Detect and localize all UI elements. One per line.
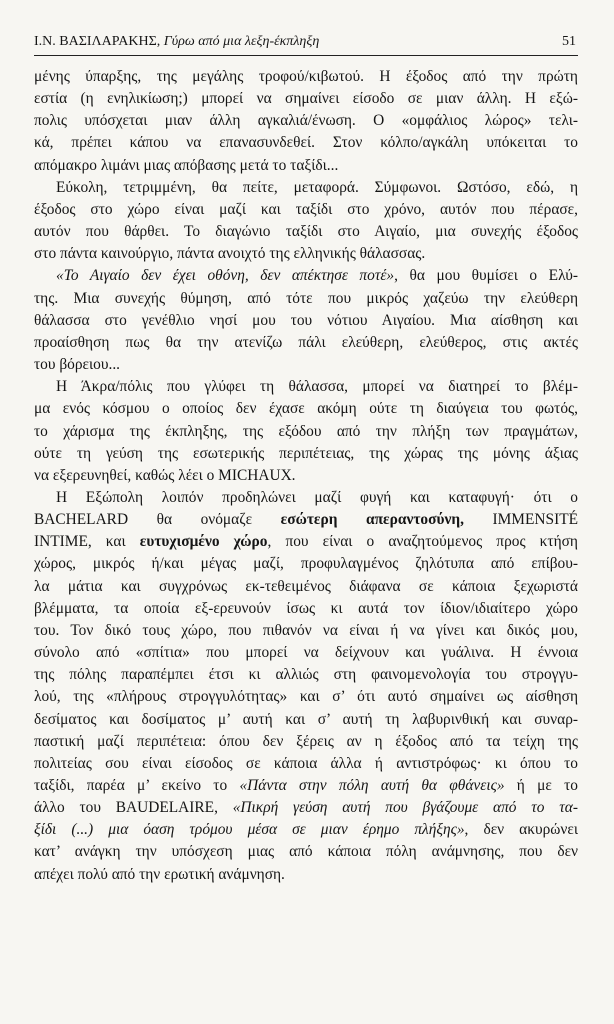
text-segment: παστική μαζί περιπέτεια: όπου δεν ξέρεις αν η έξοδος από τα τείχη της [34, 732, 578, 750]
text-line [34, 864, 578, 886]
paragraph [34, 376, 578, 487]
text-line [34, 155, 578, 177]
text-segment: της πόλης παραπέμπει έτσι κι αλλιώς στη φαινομενολογία του στρογγυ- [34, 666, 578, 684]
text-segment: ταξίδι, παρέα μ’ εκείνο το [34, 777, 240, 794]
page-number: 51 [562, 34, 576, 49]
text-segment: ούτε τη γεύση της εσωτερικής περιπέτειας, της χώρας της μόνης άξιας [34, 444, 578, 462]
text-line [34, 509, 578, 531]
text-segment: Εύκολη, τετριμμένη, θα πείτε, μεταφορά. Σύμφωνοι. Ωστόσο, εδώ, η [56, 178, 578, 196]
paragraph [34, 177, 578, 266]
text-segment: στο πάντα καινούργιο, πάντα ανοιχτό της ελληνικής θάλασσας. [34, 245, 426, 263]
text-line [34, 753, 578, 775]
text-segment: αυτόν που θάρθει. Το διαγώνιο ταξίδι στο Αιγαίο, μια συνεχής έξοδος [34, 223, 578, 241]
text-line [34, 487, 578, 509]
text-segment: το χάρισμα της έκπληξης, της εξόδου από την πλήξη των πραγμάτων, [34, 422, 578, 440]
text-segment: να εξερευνηθεί, καθώς λέει ο MICHAUX. [34, 466, 296, 484]
text-segment: λα μάτια και συγχρόνως εκ-τεθειμένος διάφανα σε κάποια ξεχωριστά [34, 577, 578, 595]
text-line [34, 664, 578, 686]
text-line [34, 332, 578, 354]
text-segment: δεσίματος και δοσίματος μ’ αυτή και σ’ αυτή τη λαβυρινθική και συναρ- [34, 710, 578, 728]
bold-text: ευτυχισμένο χώρο [139, 533, 268, 551]
text-line [34, 775, 578, 797]
text-line [34, 731, 578, 753]
paragraph [34, 487, 578, 886]
text-line [34, 841, 578, 863]
text-line [34, 576, 578, 598]
text-segment: Η Εξώπολη λοιπόν προδηλώνει μαζί φυγή και καταφυγή· ότι ο [56, 488, 578, 506]
paragraph [34, 66, 578, 177]
text-segment: προαίσθηση πως θα την ατενίζω πάλι ελεύθερη, ελεύθερος, στις ακτές [34, 333, 578, 351]
paragraph [34, 265, 578, 376]
text-line [34, 686, 578, 708]
text-line [34, 110, 578, 132]
text-line [34, 265, 578, 287]
text-segment: IMMENSITÉ [463, 511, 578, 529]
text-segment: Η Άκρα/πόλις που γλύφει τη θάλασσα, μπορεί να διατηρεί το βλέμ- [56, 378, 578, 396]
text-line [34, 620, 578, 642]
text-segment: λού, της «πλήρους στρογγυλότητας» και σ’ ότι αυτό σημαίνει ως αίσθηση [34, 688, 578, 706]
text-line [34, 819, 578, 841]
text-segment: σύνολο από «σπίτια» που μπορεί να δείχνουν και γυάλινα. Η έννοια [34, 644, 578, 662]
text-segment: BACHELARD θα ονόμαζε [34, 511, 281, 529]
italic-text: «Το Αιγαίο δεν έχει οθόνη, δεν απέκτησε ποτέ» [56, 267, 395, 285]
text-line [34, 177, 578, 199]
text-segment: , που είναι ο αναζητούμενος προς κτήση [267, 533, 578, 551]
text-segment: κατ’ ανάγκη την υπόσχεση μιας από κάποια πόλη ανάμνησης, που δεν [34, 843, 578, 861]
text-segment: απόμακρο λιμάνι μιας απόβασης μετά το ταξίδι... [34, 156, 339, 174]
text-line [34, 354, 578, 376]
text-segment: πολις υπόσχεται μιαν άλλη αγκαλιά/ένωση. Ο «ομφάλιος λώρος» τελι- [34, 112, 578, 130]
text-line [34, 199, 578, 221]
bold-text: εσώτερη απεραντοσύνη, [280, 511, 464, 529]
header-author: Ι.Ν. ΒΑΣΙΛΑΡΑΚΗΣ, [34, 34, 161, 49]
italic-text: «Πάντα στην πόλη αυτή θα φθάνεις» [239, 777, 505, 794]
text-line [34, 465, 578, 487]
header-title: Γύρω από μια λεξη-έκπληξη [163, 34, 320, 49]
text-line [34, 797, 578, 819]
text-segment: ή με το [504, 777, 578, 794]
text-line [34, 376, 578, 398]
text-line [34, 132, 578, 154]
text-line [34, 709, 578, 731]
italic-text: ξίδι (...) μια όαση τρόμου μέσα σε μιαν έρημο πλήξης» [34, 821, 465, 839]
text-line [34, 288, 578, 310]
text-line [34, 443, 578, 465]
text-segment: βλέμματα, τα οποία εξ-ερευνούν ίσως κι αυτά τον ίδιον/ιδιαίτερο χώρο [34, 599, 578, 617]
text-line [34, 421, 578, 443]
text-segment: πολιτείας σου είναι είσοδος σε κάποια άλλα ή αντιστρόφως· κι όπου το [34, 754, 578, 772]
text-segment: εστία (η ενηλικίωση;) μπορεί να σημαίνει είσοδο σε μιαν άλλη. Η εξώ- [34, 90, 578, 108]
text-segment: του βόρειου... [34, 356, 121, 374]
text-line [34, 221, 578, 243]
text-segment: θάλασσα στο γενέθλιο νησί μου του νότιου Αιγαίου. Μια αίσθηση και [34, 311, 578, 329]
text-line [34, 310, 578, 332]
text-segment: της. Μια συνεχής θύμηση, από τότε που μικρός χαζεύω την ελεύθερη [34, 289, 578, 307]
text-segment: απέχει πολύ από την ερωτική ανάμνηση. [34, 865, 285, 883]
italic-text: «Πικρή γεύση αυτή που βγάζουμε από το τα- [232, 799, 578, 817]
running-header [34, 33, 578, 56]
text-segment: μένης ύπαρξης, της μεγάλης τροφού/κιβωτού. Η έξοδος από την πρώτη [34, 68, 578, 85]
text-line [34, 642, 578, 664]
text-segment: μα ενός κόσμου ο οποίος δεν έχασε ακόμη ούτε τη διαύγεια του φωτός, [34, 400, 578, 418]
text-line [34, 553, 578, 575]
text-line [34, 598, 578, 620]
page-body [34, 66, 578, 886]
text-segment: INTIME, και [34, 533, 140, 551]
text-segment: , δεν ακυρώνει [464, 821, 578, 839]
text-segment: έξοδος στο χώρο είναι μαζί και ταξίδι στο χρόνο, αυτόν που πέρασε, [34, 200, 578, 218]
text-line [34, 531, 578, 553]
text-line [34, 88, 578, 110]
text-segment: , θα μου θυμίσει ο Ελύ- [394, 267, 578, 285]
text-line [34, 243, 578, 265]
text-segment: κά, πρέπει κάπου να επανασυνδεθεί. Στον κόλπο/αγκάλη υπόκειται το [34, 134, 578, 152]
text-segment: άλλο του BAUDELAIRE, [34, 799, 233, 817]
text-line [34, 66, 578, 88]
text-segment: του. Τον δικό τους χώρο, που πιθανόν να είναι ή να γίνει και δικός μου, [34, 621, 578, 639]
text-line [34, 398, 578, 420]
text-segment: χώρος, μικρός ή/και μέγας μαζί, προφυλαγμένος ζηλότυπα από επίβου- [34, 555, 578, 573]
